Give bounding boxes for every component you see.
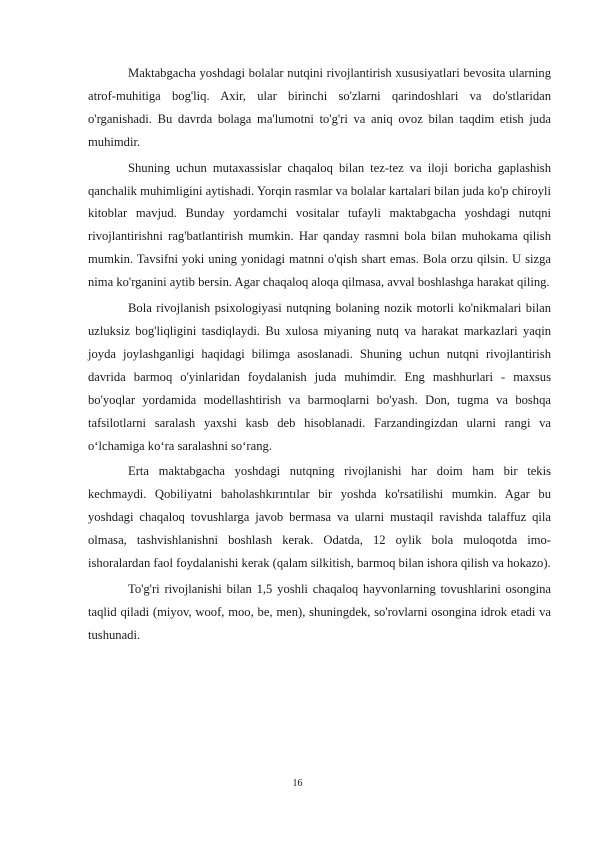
paragraph: To'g'ri rivojlanishi bilan 1,5 yoshli chaqaloq hayvonlarning tovushlarini osongina taqlid qiladi (miyov, woof, moo, be, men), shuningdek, so'rovlarni osongina idrok etadi va tushunadi. — [88, 581, 551, 642]
body-text — [88, 62, 551, 650]
paragraph: Maktabgacha yoshdagi bolalar nutqini rivojlantirish xususiyatlari bevosita ularning atrof-muhitiga bog'liq. Axir, ular birinchi so'zlarni qarindoshlari va do'stlaridan o'rganishadi. Bu davrda bolaga ma'lumotni to'g'ri va aniq ovoz bilan taqdim etish juda muhimdir. — [88, 66, 551, 149]
paragraph: Erta maktabgacha yoshdagi nutqning rivojlanishi har doim ham bir tekis kechmaydi. Qobiliyatni baholashkırıntılar bir yoshda ko'rsatilishi mumkin. Agar bu yoshdagi chaqaloq tovushlarga javob bermasa va ularni mustaqil ravishda talaffuz qila olmasa, tashvishlanishni boshlash kerak. Odatda, 12 oylik bola muloqotda imo-ishoralardan faol foydalanishi kerak (qalam silkitish, barmoq bilan ishora qilish va hokazo). — [88, 464, 551, 571]
page-number: 16 — [292, 778, 303, 789]
paragraph: Shuning uchun mutaxassislar chaqaloq bilan tez-tez va iloji boricha gaplashish qanchalik muhimligini aytishadi. Yorqin rasmlar va bolalar kartalari bilan juda ko'p chiroyli kitoblar mavjud. Bunday yordamchi vositalar tufayli maktabgacha yoshdagi nutqni rivojlantirishni rag'batlantirish mumkin. Har qanday rasmni bola bilan muhokama qilish mumkin. Tavsifni yoki uning yonidagi matnni o'qish shart emas. Bola orzu qilsin. U sizga nima ko'rganini aytib bersin. Agar chaqaloq aloqa qilmasa, avval boshlashga harakat qiling. — [88, 160, 551, 290]
paragraph: Bola rivojlanish psixologiyasi nutqning bolaning nozik motorli ko'nikmalari bilan uzluksiz bog'liqligini tasdiqlaydi. Bu xulosa miyaning nutq va harakat markazlari yaqin joyda joylashganligi haqidagi bilimga asoslanadi. Shuning uchun nutqni rivojlantirish davrida barmoq o'yinlaridan foydalanish juda muhimdir. Eng mashhurlari - maxsus bo'yoqlar yordamida modellashtirish va barmoqlarni bo'yash. Don, tugma va boshqa tafsilotlarni saralash yaxshi kasb deb hisoblanadi. Farzandingizdan ularni rangi va o‘lchamiga ko‘ra saralashni so‘rang. — [88, 301, 551, 453]
